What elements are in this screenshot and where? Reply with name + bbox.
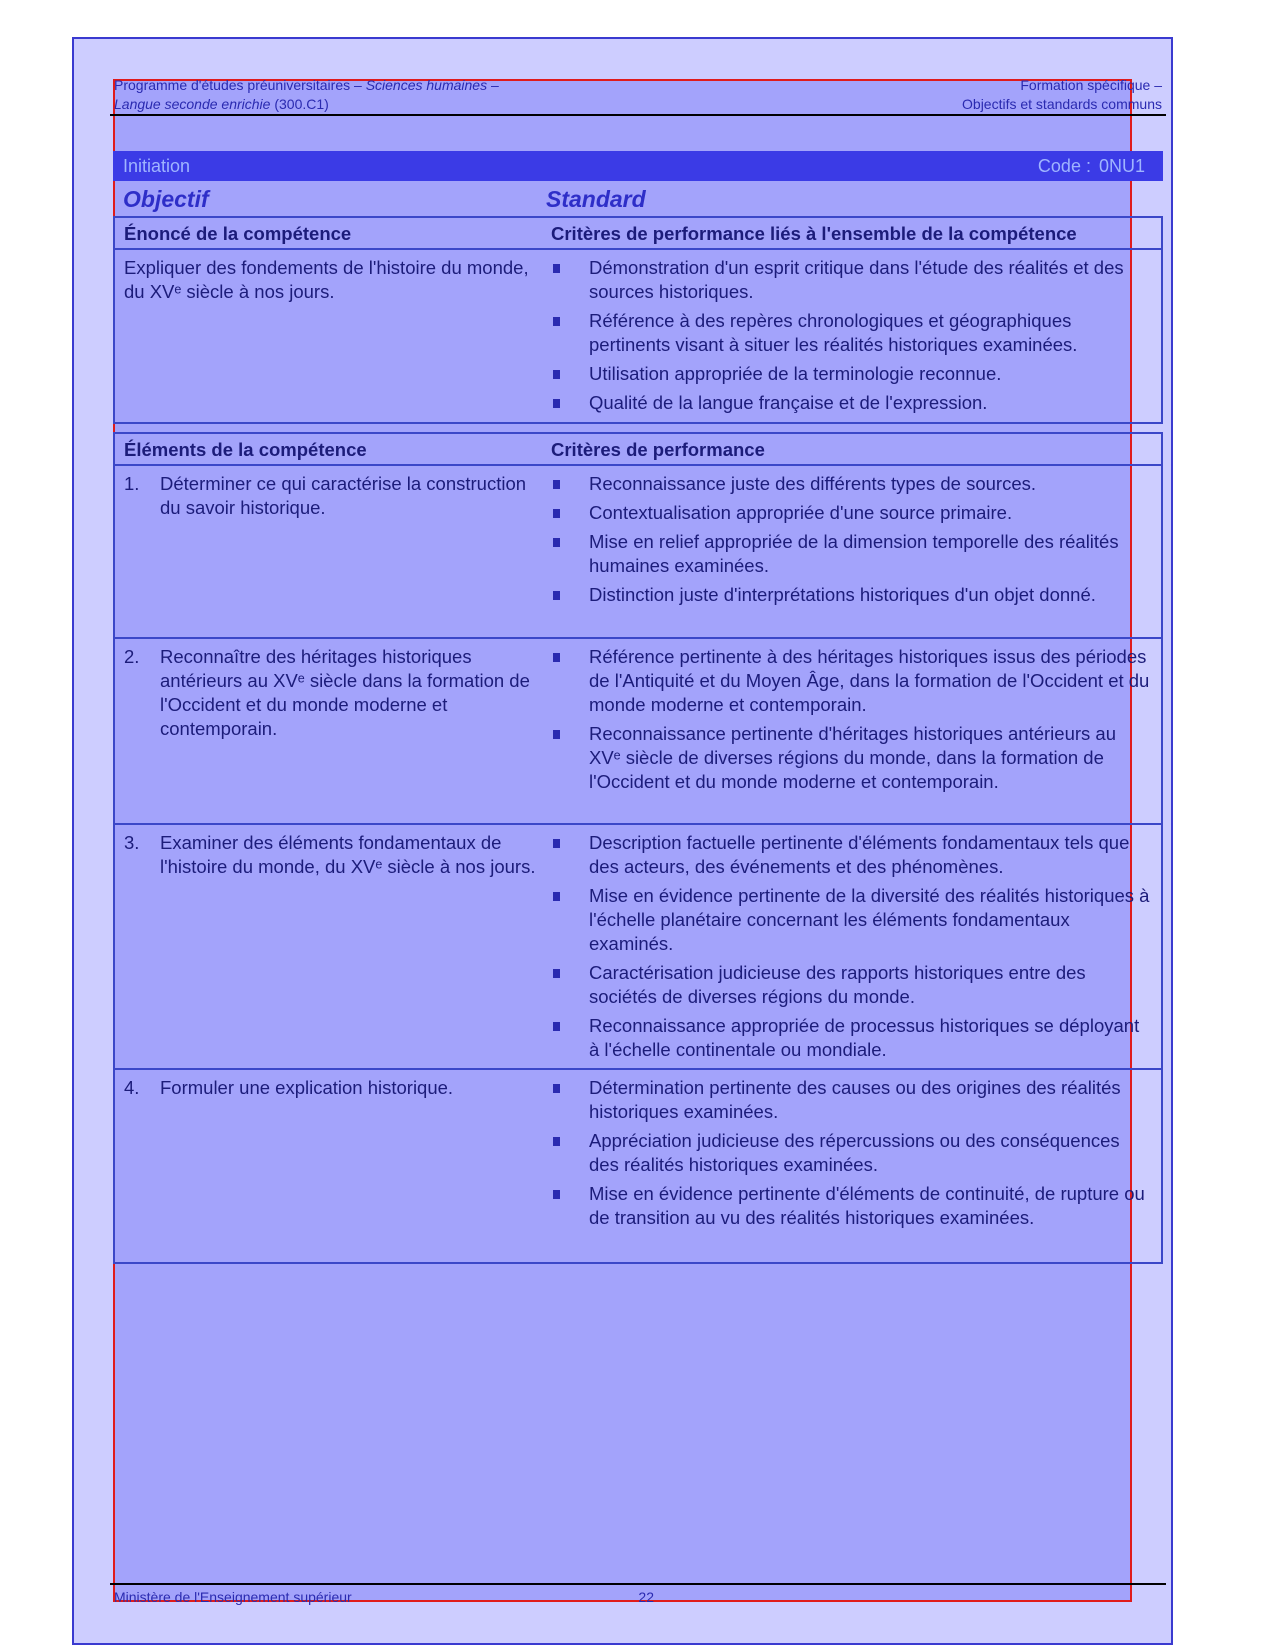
footer-rule [110, 1583, 1166, 1585]
list-item: Mise en évidence pertinente de la diversité des réalités historiques à l'échelle planétaire concernant les éléments fondamentaux examinés. [551, 884, 1151, 956]
table-row [115, 466, 1161, 639]
bullet-icon [553, 730, 560, 739]
bullet-icon [553, 969, 560, 978]
criteria-heading: Critères de performance [551, 439, 765, 460]
bullet-icon [553, 538, 560, 547]
bullet-icon [553, 1190, 560, 1199]
page-number: 22 [638, 1589, 654, 1605]
header-objectives: Objectifs et standards communs [962, 96, 1162, 112]
element-text: Examiner des éléments fondamentaux de l'histoire du monde, du XVᵉ siècle à nos jours. [160, 832, 536, 877]
running-header [114, 76, 1162, 114]
criteria-list [551, 472, 1151, 607]
course-code: Code : 0NU1 [1037, 155, 1145, 176]
bullet-icon [553, 1084, 560, 1093]
criteria-list [551, 1076, 1151, 1230]
elements-table [113, 432, 1163, 1264]
bullet-icon [553, 264, 560, 273]
section-headings [123, 184, 1163, 214]
list-item: Description factuelle pertinente d'éléments fondamentaux tels que des acteurs, des événements et des phénomènes. [551, 831, 1151, 879]
element-number: 2. [124, 646, 140, 667]
element-number: 4. [124, 1077, 140, 1098]
bullet-icon [553, 1022, 560, 1031]
list-item: Référence pertinente à des héritages historiques issus des périodes de l'Antiquité et du Moyen Âge, dans la formation de l'Occident et du monde moderne et contemporain. [551, 645, 1151, 717]
criteria-list [551, 831, 1151, 1062]
bullet-icon [553, 653, 560, 662]
competence-heading: Énoncé de la compétence [124, 223, 352, 244]
list-item: Référence à des repères chronologiques et géographiques pertinents visant à situer les réalités historiques examinées. [551, 309, 1151, 357]
list-item: Mise en évidence pertinente d'éléments de continuité, de rupture ou de transition au vu des réalités historiques examinées. [551, 1182, 1151, 1230]
element-text: Formuler une explication historique. [160, 1077, 454, 1098]
list-item: Reconnaissance pertinente d'héritages historiques antérieurs au XVᵉ siècle de diverses régions du monde, dans la formation de l'Occident et du monde moderne et contemporain. [551, 722, 1151, 794]
element-text: Déterminer ce qui caractérise la construction du savoir historique. [160, 473, 527, 518]
course-title: Initiation [123, 155, 191, 176]
bullet-icon [553, 317, 560, 326]
competence-table [113, 216, 1163, 424]
running-footer [114, 1589, 654, 1609]
list-item: Appréciation judicieuse des répercussions ou des conséquences des réalités historiques examinées. [551, 1129, 1151, 1177]
bullet-icon [553, 839, 560, 848]
list-item: Qualité de la langue française et de l'expression. [551, 391, 1151, 415]
elements-heading: Éléments de la compétence [124, 439, 367, 460]
list-item: Utilisation appropriée de la terminologie reconnue. [551, 362, 1151, 386]
table-row [115, 1070, 1161, 1260]
course-code-bar [113, 151, 1163, 181]
standard-heading: Standard [546, 186, 646, 212]
list-item: Mise en relief appropriée de la dimension temporelle des réalités humaines examinées. [551, 530, 1151, 578]
footer-ministry: Ministère de l'Enseignement supérieur [114, 1589, 352, 1605]
list-item: Reconnaissance juste des différents types de sources. [551, 472, 1151, 496]
elements-table-header [115, 434, 1161, 466]
table-row [115, 825, 1161, 1070]
bullet-icon [553, 480, 560, 489]
element-text: Reconnaître des héritages historiques antérieurs au XVᵉ siècle dans la formation de l'Occident et du monde moderne et contemporain. [160, 646, 530, 739]
list-item: Caractérisation judicieuse des rapports historiques entre des sociétés de diverses régions du monde. [551, 961, 1151, 1009]
criteria-list [551, 645, 1151, 794]
global-criteria-heading: Critères de performance liés à l'ensemble de la compétence [551, 223, 1077, 244]
list-item: Détermination pertinente des causes ou des origines des réalités historiques examinées. [551, 1076, 1151, 1124]
competence-statement: Expliquer des fondements de l'histoire du monde, du XVᵉ siècle à nos jours. [124, 257, 529, 302]
header-program-line: Programme d'études préuniversitaires – Sciences humaines – [114, 77, 499, 93]
element-number: 3. [124, 832, 140, 853]
list-item: Démonstration d'un esprit critique dans l'étude des réalités et des sources historiques. [551, 256, 1151, 304]
element-number: 1. [124, 473, 140, 494]
competence-table-header [115, 218, 1161, 250]
bullet-icon [553, 399, 560, 408]
list-item: Reconnaissance appropriée de processus historiques se déployant à l'échelle continentale ou mondiale. [551, 1014, 1151, 1062]
bullet-icon [553, 892, 560, 901]
global-criteria-list [551, 256, 1151, 415]
list-item: Distinction juste d'interprétations historiques d'un objet donné. [551, 583, 1151, 607]
bullet-icon [553, 509, 560, 518]
header-language-line: Langue seconde enrichie (300.C1) [114, 96, 329, 112]
header-formation: Formation spécifique – [1020, 77, 1162, 93]
table-row [115, 639, 1161, 825]
course-code-value: 0NU1 [1098, 155, 1145, 176]
bullet-icon [553, 370, 560, 379]
bullet-icon [553, 1137, 560, 1146]
header-rule [110, 114, 1166, 116]
competence-row [115, 250, 1161, 428]
list-item: Contextualisation appropriée d'une source primaire. [551, 501, 1151, 525]
objective-heading: Objectif [123, 186, 209, 212]
bullet-icon [553, 591, 560, 600]
